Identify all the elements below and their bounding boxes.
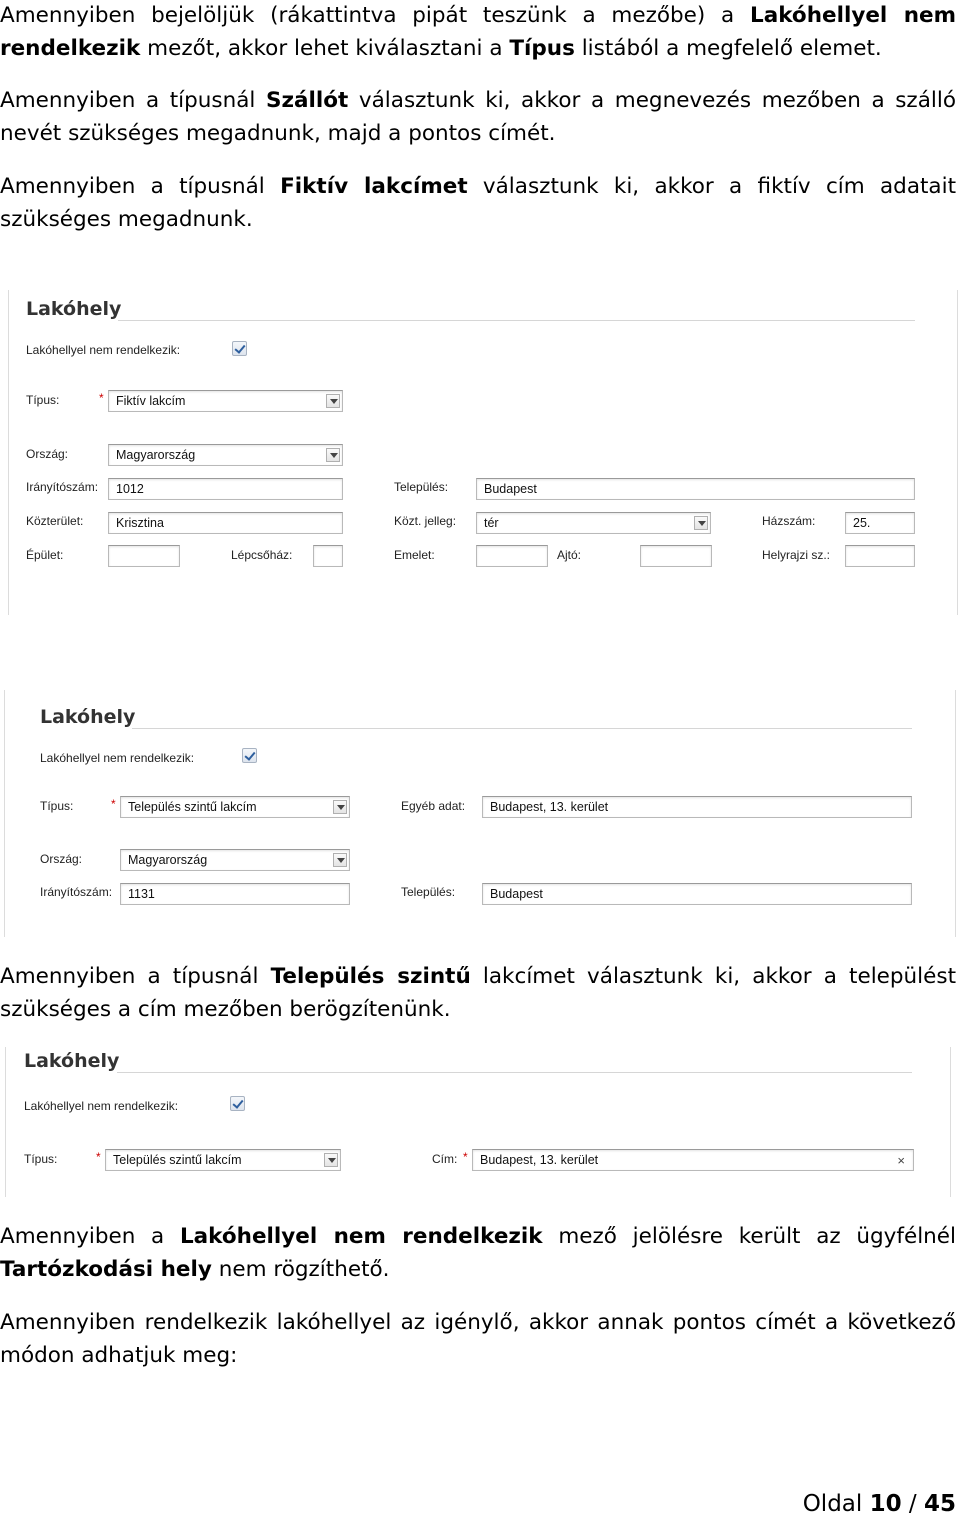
floor-input[interactable] xyxy=(476,545,548,567)
frame-edge xyxy=(950,1047,951,1197)
bold-term: Lakóhellyel nem rendelkezik xyxy=(179,1224,543,1249)
country-label: Ország: xyxy=(26,447,69,461)
country-label: Ország: xyxy=(40,852,83,866)
text: választunk ki, akkor a fiktív cím adatait szükséges megadnunk. xyxy=(0,174,956,232)
other-data-label: Egyéb adat: xyxy=(401,799,466,813)
screenshot-settlement-level-address xyxy=(4,690,956,937)
address-label: Cím: xyxy=(432,1152,458,1166)
type-select[interactable] xyxy=(108,390,343,412)
paragraph-hotel xyxy=(0,85,956,150)
type-value: Fiktív lakcím xyxy=(116,394,186,408)
required-mark: * xyxy=(463,1150,468,1164)
zip-input[interactable]: 1131 xyxy=(120,883,350,905)
door-label: Ajtó: xyxy=(557,548,582,562)
screenshot-fictitious-address xyxy=(8,290,958,615)
bold-term: Fiktív lakcímet xyxy=(280,174,468,199)
frame-edge xyxy=(8,290,9,615)
text: listából a megfelelő elemet. xyxy=(574,35,882,61)
paragraph-fictitious xyxy=(0,171,956,236)
no-residence-label: Lakóhellyel nem rendelkezik: xyxy=(26,343,181,357)
parcel-label: Helyrajzi sz.: xyxy=(762,548,831,562)
chevron-down-icon xyxy=(333,853,347,867)
other-data-input[interactable]: Budapest, 13. kerület xyxy=(482,796,912,818)
chevron-down-icon xyxy=(326,448,340,462)
building-input[interactable] xyxy=(108,545,180,567)
page-separator: / xyxy=(901,1491,924,1517)
frame-edge xyxy=(5,1047,6,1197)
bold-term: Település szintű xyxy=(270,964,471,989)
text: mezőt, akkor lehet kiválasztani a xyxy=(140,35,510,61)
title-divider xyxy=(117,1072,912,1073)
no-residence-checkbox[interactable] xyxy=(232,341,247,356)
street-label: Közterület: xyxy=(26,514,84,528)
building-label: Épület: xyxy=(26,548,64,562)
frame-edge xyxy=(957,290,958,615)
text: választunk ki, akkor a megnevezés mezőben a szálló nevét szükséges megadnunk, majd a pontos címét. xyxy=(0,88,956,146)
floor-label: Emelet: xyxy=(394,548,435,562)
parcel-input[interactable] xyxy=(845,545,915,567)
text: Amennyiben a típusnál xyxy=(0,88,266,113)
country-value: Magyarország xyxy=(128,853,208,867)
no-residence-label: Lakóhellyel nem rendelkezik: xyxy=(40,751,195,765)
text: Amennyiben a típusnál xyxy=(0,174,281,199)
street-type-label: Közt. jelleg: xyxy=(394,514,457,528)
text: Amennyiben rendelkezik lakóhellyel az igénylő, akkor annak pontos címét a következő módon adhatjuk meg: xyxy=(0,1310,956,1368)
chevron-down-icon xyxy=(333,800,347,814)
bold-term: Tartózkodási hely xyxy=(0,1256,212,1282)
type-label: Típus: xyxy=(26,393,60,407)
section-title: Lakóhely xyxy=(24,1050,120,1072)
required-mark: * xyxy=(111,797,116,811)
chevron-down-icon xyxy=(326,394,340,408)
type-select[interactable] xyxy=(105,1149,341,1171)
clear-icon[interactable]: × xyxy=(897,1153,905,1168)
required-mark: * xyxy=(96,1150,101,1164)
type-label: Típus: xyxy=(24,1152,58,1166)
city-label: Település: xyxy=(394,480,449,494)
paragraph-settlement-level xyxy=(0,961,956,1026)
text: Amennyiben bejelöljük (rákattintva pipát teszünk a mezőbe) a xyxy=(0,3,750,28)
text: mező jelölésre került az ügyfélnél xyxy=(542,1224,956,1249)
no-residence-checkbox[interactable] xyxy=(230,1096,245,1111)
zip-input[interactable]: 1012 xyxy=(108,478,343,500)
city-input[interactable]: Budapest xyxy=(482,883,912,905)
type-select[interactable] xyxy=(120,796,350,818)
no-residence-label: Lakóhellyel nem rendelkezik: xyxy=(24,1099,179,1113)
frame-edge xyxy=(955,690,956,937)
bold-term: Szállót xyxy=(266,88,349,113)
text: Amennyiben a xyxy=(0,1224,180,1249)
total-pages: 45 xyxy=(923,1491,956,1517)
house-no-input[interactable]: 25. xyxy=(845,512,915,534)
chevron-down-icon xyxy=(694,516,708,530)
no-residence-checkbox[interactable] xyxy=(242,748,257,763)
section-title: Lakóhely xyxy=(26,298,122,320)
paragraph-has-residence xyxy=(0,1307,956,1372)
door-input[interactable] xyxy=(640,545,712,567)
text: nem rögzíthető. xyxy=(211,1256,390,1282)
title-divider xyxy=(132,728,912,729)
title-divider xyxy=(118,320,915,321)
type-label: Típus: xyxy=(40,799,74,813)
street-input[interactable]: Krisztina xyxy=(108,512,343,534)
frame-edge xyxy=(4,690,5,937)
text: lakcímet választunk ki, akkor a települést szükséges a cím mezőben berögzítenünk. xyxy=(0,964,956,1022)
street-type-select[interactable] xyxy=(476,512,711,534)
staircase-input[interactable] xyxy=(313,545,343,567)
paragraph-no-residence xyxy=(0,1221,956,1286)
page-prefix: Oldal xyxy=(802,1491,870,1517)
paragraph-intro xyxy=(0,0,956,65)
type-value: Település szintű lakcím xyxy=(113,1153,242,1167)
text: Amennyiben a típusnál xyxy=(0,964,271,989)
bold-term: Lakóhellyel nem rendelkezik xyxy=(0,3,956,61)
city-input[interactable]: Budapest xyxy=(476,478,915,500)
country-select[interactable] xyxy=(108,444,343,466)
address-input[interactable] xyxy=(472,1149,914,1171)
staircase-label: Lépcsőház: xyxy=(231,548,293,562)
current-page: 10 xyxy=(869,1491,902,1517)
zip-label: Irányítószám: xyxy=(40,885,113,899)
chevron-down-icon xyxy=(324,1153,338,1167)
country-select[interactable] xyxy=(120,849,350,871)
country-value: Magyarország xyxy=(116,448,196,462)
zip-label: Irányítószám: xyxy=(26,480,99,494)
section-title: Lakóhely xyxy=(40,706,136,728)
screenshot-address-field xyxy=(5,1047,951,1197)
type-value: Település szintű lakcím xyxy=(128,800,257,814)
page-number xyxy=(803,1491,956,1517)
address-value: Budapest, 13. kerület xyxy=(480,1153,599,1167)
bold-term: Típus xyxy=(509,35,575,61)
house-no-label: Házszám: xyxy=(762,514,816,528)
city-label: Település: xyxy=(401,885,456,899)
street-type-value: tér xyxy=(484,516,499,530)
required-mark: * xyxy=(99,391,104,405)
